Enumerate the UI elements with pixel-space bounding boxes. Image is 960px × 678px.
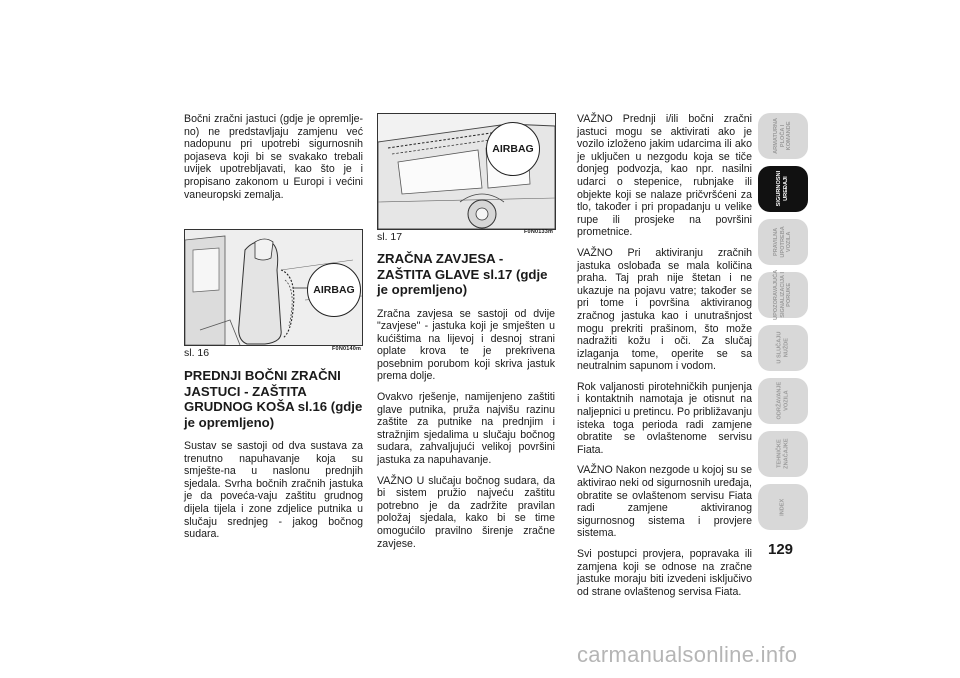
tab-odrzavanje-vozila[interactable] bbox=[758, 378, 808, 424]
tab-label: PRAVILNA UPOTREBA VOZILA bbox=[773, 226, 793, 258]
figure-16 bbox=[184, 229, 363, 346]
section-heading-curtain-airbag: ZRAČNA ZAVJESA - ZAŠTITA GLAVE sl.17 (gdje je opremljeno) bbox=[377, 251, 548, 297]
right-column bbox=[577, 113, 752, 606]
tab-label: ARMATURNA PLOČA I KOMANDE bbox=[773, 118, 793, 154]
page-number: 129 bbox=[768, 541, 794, 558]
tab-index[interactable] bbox=[758, 484, 808, 530]
section-heading-front-side-airbag: PREDNJI BOČNI ZRAČNI JASTUCI - ZAŠTITA GRUDNOG KOŠA sl.16 (gdje je opremljeno) bbox=[184, 368, 363, 430]
middle-column bbox=[377, 251, 555, 558]
tab-label: SIGURNOSNI UREĐAJI bbox=[776, 171, 789, 207]
tab-label: UPOZORAVAJUĆA SIGNALIZACIJA I PORUKE bbox=[773, 269, 793, 321]
tab-label: INDEX bbox=[779, 498, 786, 516]
tab-tehnicke-znacajke[interactable] bbox=[758, 431, 808, 477]
tab-label: U SLUČAJU NUŽDE bbox=[776, 331, 789, 365]
warning-paragraph-2: VAŽNO Pri aktiviranju zračnih jastuka oslobađa se mala količina praha. Taj prah nije štetan i ne ukazuje na pojavu vatre; također se pri tome i površina aktiviranog zračnog jastuka kao i unutrašnjost mogu prekriti prašinom, što može nadražiti kožu i oči. Za slučaj izlaganja tome, operite se sa neutralnim sapunom i vodom. bbox=[577, 246, 752, 373]
warning-paragraph-1: VAŽNO Prednji i/ili bočni zračni jastuci mogu se aktivirati ako je vozilo izloženo jakim udarcima ili ako je uključen u nezgodu koja se tiče donjeg podvozja, kao npr. nasilni udarci o stepenice, rubnjake ili objekte koji se nalaze pričvršćeni za tlo, također i pri propadanju u velike rupe ili prosjeke na površini prometnice. bbox=[577, 113, 752, 239]
validity-paragraph: Rok valjanosti pirotehničkih punjenja i kontaktnih namotaja je otisnut na naljepnici u pretincu. Po približavanju isteka toga perioda radi zamjene obratite se ovlaštenome servisu Fiata. bbox=[577, 380, 752, 456]
figure-17 bbox=[377, 113, 556, 230]
side-airbag-paragraph: Sustav se sastoji od dva sustava za trenutno napuhavanje koja su smješte-na u naslonu prednjih sjedala. Svrha bočnih zračnih jastuka je da poveća-vaju zaštitu grudnog dijela tijela i zone zdjelice putnika u slučaju srednjeg - jakog bočnog sudara. bbox=[184, 440, 363, 541]
tab-label: TEHNIČKE ZNAČAJKE bbox=[776, 438, 789, 470]
airbag-badge: AIRBAG bbox=[486, 122, 540, 176]
left-column-body bbox=[184, 368, 363, 549]
figure-17-code: F0N0133m bbox=[524, 229, 554, 235]
figure-17-caption: sl. 17 bbox=[377, 231, 403, 243]
tab-pravilna-upotreba[interactable] bbox=[758, 219, 808, 265]
tab-upozoravajuca-signalizacija[interactable] bbox=[758, 269, 808, 321]
warning-paragraph-3: VAŽNO Nakon nezgode u kojoj su se aktivirao neki od sigurnosnih uređaja, obratite se ovlaštenom servisu Fiata radi zamjene aktiviranog sigurnosnog sistema i provjere sistema. bbox=[577, 464, 752, 540]
tab-u-slucaju-nuzde[interactable] bbox=[758, 325, 808, 371]
service-paragraph: Svi postupci provjera, popravaka ili zamjena koji se odnose na zračne jastuke moraju biti izvedeni isključivo od strane ovlaštenog servisa Fiata. bbox=[577, 548, 752, 598]
tab-label: ODRŽAVANJE VOZILA bbox=[776, 382, 789, 420]
intro-paragraph: Bočni zračni jastuci (gdje je opremlje-no) ne predstavljaju zamjenu već nadopunu pri upotrebi sigurnosnih pojaseva koji bi se svakako trebali uvijek upotrebljavati, kao što je i propisano zakonom u Europi i većini vaneuropski zemalja. bbox=[184, 113, 363, 201]
curtain-paragraph-2: Ovakvo rješenje, namijenjeno zaštiti glave putnika, pruža najvišu razinu zaštite za putnike na prednjim i stražnjim sjedalima u slučaju bočnog sudara, zahvaljujući velikoj površini jastuka za napuhavanje. bbox=[377, 391, 555, 467]
tab-armaturna-ploca[interactable] bbox=[758, 113, 808, 159]
figure-16-code: F0N0140m bbox=[332, 346, 362, 352]
figure-16-caption: sl. 16 bbox=[184, 347, 210, 359]
left-column bbox=[184, 113, 363, 209]
curtain-paragraph-1: Zračna zavjesa se sastoji od dvije "zavjese" - jastuka koji je smješten u kućištima na lijevoj i desnoj strani oplate krova te je prekrivena posebnim porubom koji skriva jastuk prema dolje. bbox=[377, 307, 555, 383]
curtain-paragraph-3: VAŽNO U slučaju bočnog sudara, da bi sistem pružio najveću zaštitu potrebno je da zadržite pravilan položaj sjedala, kako bi se time omogućilo pravilno širenje zračne zavjese. bbox=[377, 474, 555, 550]
watermark: carmanualsonline.info bbox=[577, 642, 798, 667]
airbag-badge: AIRBAG bbox=[307, 263, 361, 317]
tab-sigurnosni-uredaji[interactable] bbox=[758, 166, 808, 212]
